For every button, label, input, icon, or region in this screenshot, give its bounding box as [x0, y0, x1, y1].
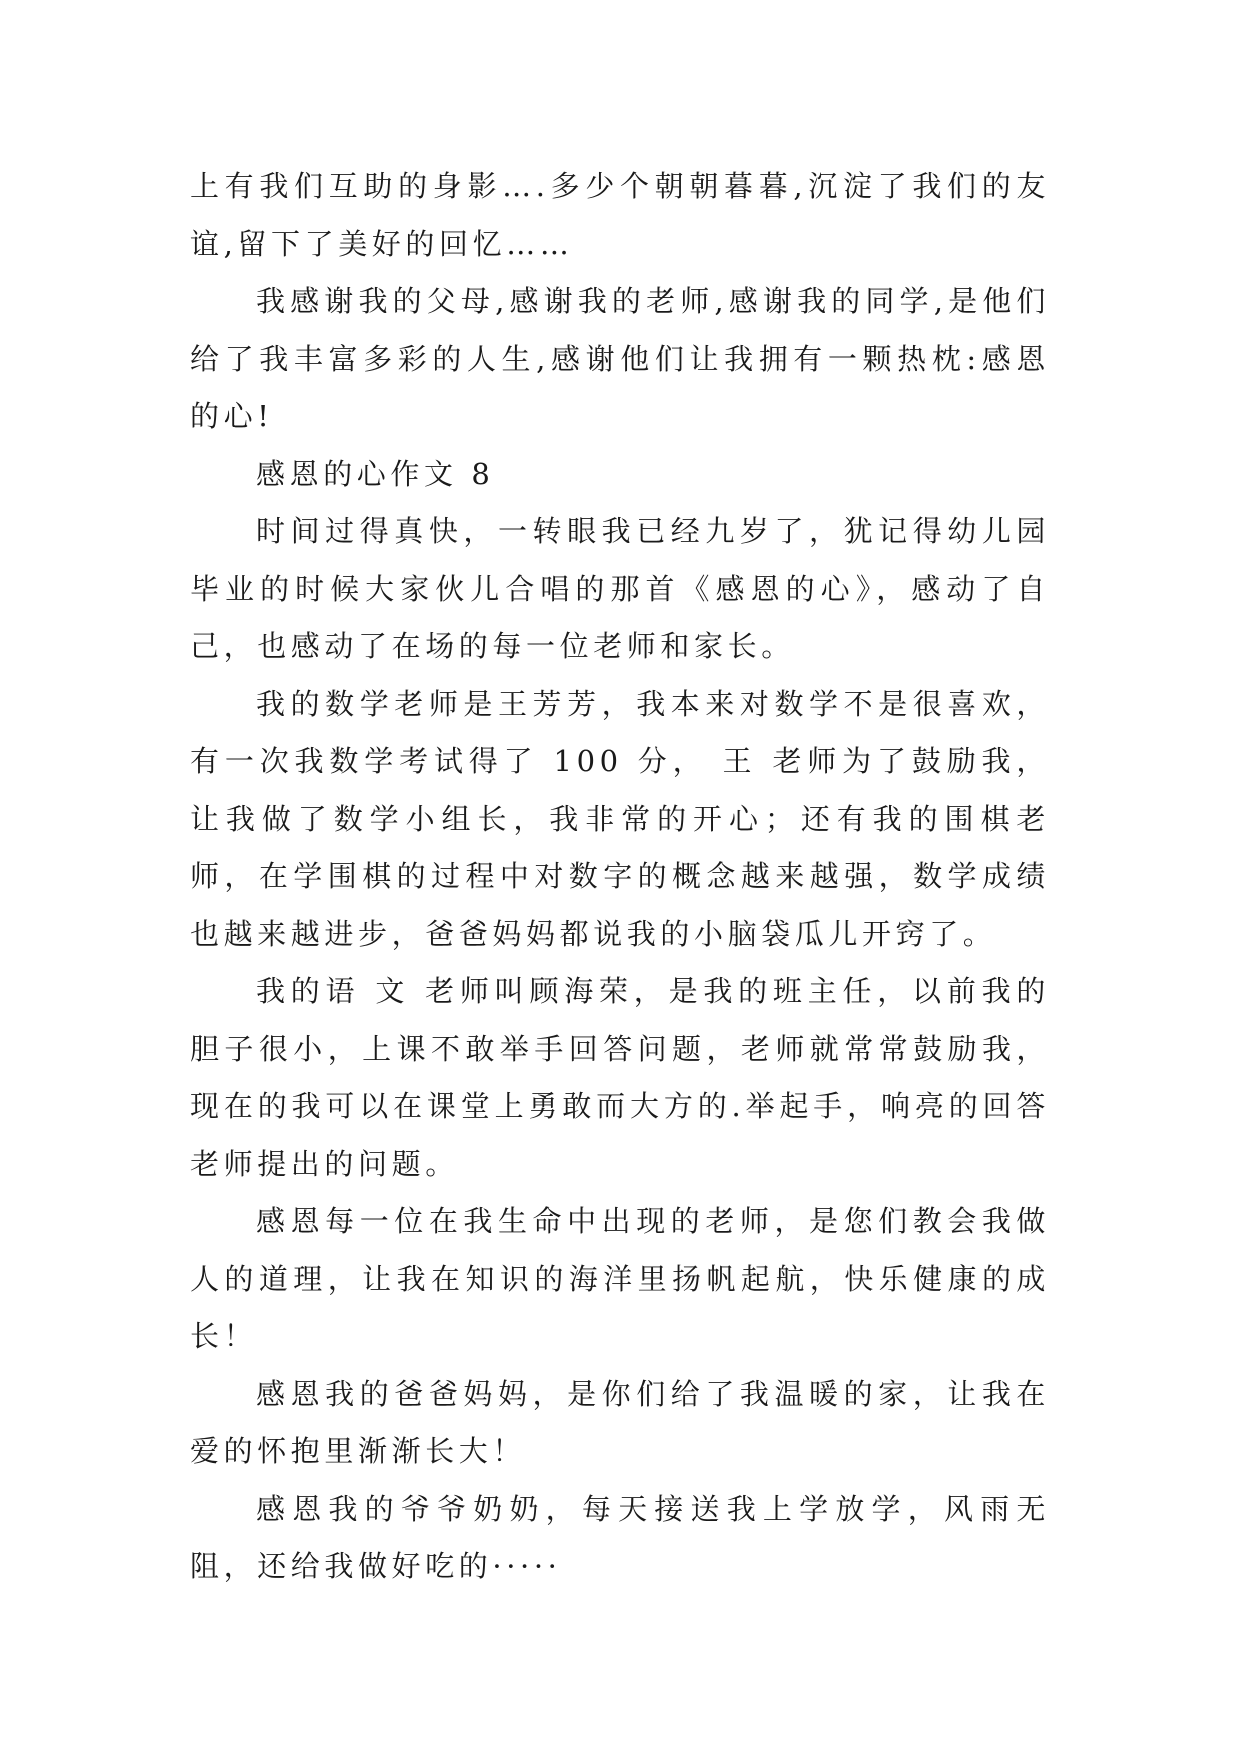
- paragraph-gratitude: 我感谢我的父母,感谢我的老师,感谢我的同学,是他们给了我丰富多彩的人生,感谢他们让我拥有一颗热枕:感恩的心!: [190, 284, 1050, 433]
- paragraph-intro: 时间过得真快，一转眼我已经九岁了，犹记得幼儿园毕业的时候大家伙儿合唱的那首《感恩的心》，感动了自己，也感动了在场的每一位老师和家长。: [190, 514, 1050, 663]
- document-page: [190, 158, 1050, 1596]
- paragraph-math-teacher: 我的数学老师是王芳芳，我本来对数学不是很喜欢，有一次我数学考试得了 100 分， 王 老师为了鼓励我，让我做了数学小组长，我非常的开心；还有我的围棋老师，在学围棋的过程中对数字的概念越来越强，数学成绩也越来越进步，爸爸妈妈都说我的小脑袋瓜儿开窍了。: [190, 686, 1050, 951]
- paragraph-continuation: 上有我们互助的身影….多少个朝朝暮暮,沉淀了我们的友谊,留下了美好的回忆……: [190, 169, 1050, 261]
- paragraph-thank-teachers: 感恩每一位在我生命中出现的老师，是您们教会我做人的道理，让我在知识的海洋里扬帆起航，快乐健康的成长！: [190, 1204, 1050, 1353]
- essay-heading: 感恩的心作文 8: [256, 456, 495, 491]
- paragraph-chinese-teacher: 我的语 文 老师叫顾海荣，是我的班主任，以前我的胆子很小，上课不敢举手回答问题，老师就常常鼓励我，现在的我可以在课堂上勇敢而大方的.举起手，响亮的回答老师提出的问题。: [190, 974, 1050, 1181]
- paragraph-thank-grandparents: 感恩我的爷爷奶奶，每天接送我上学放学，风雨无阻，还给我做好吃的·····: [190, 1491, 1050, 1583]
- paragraph-thank-parents: 感恩我的爸爸妈妈，是你们给了我温暖的家，让我在爱的怀抱里渐渐长大！: [190, 1376, 1050, 1468]
